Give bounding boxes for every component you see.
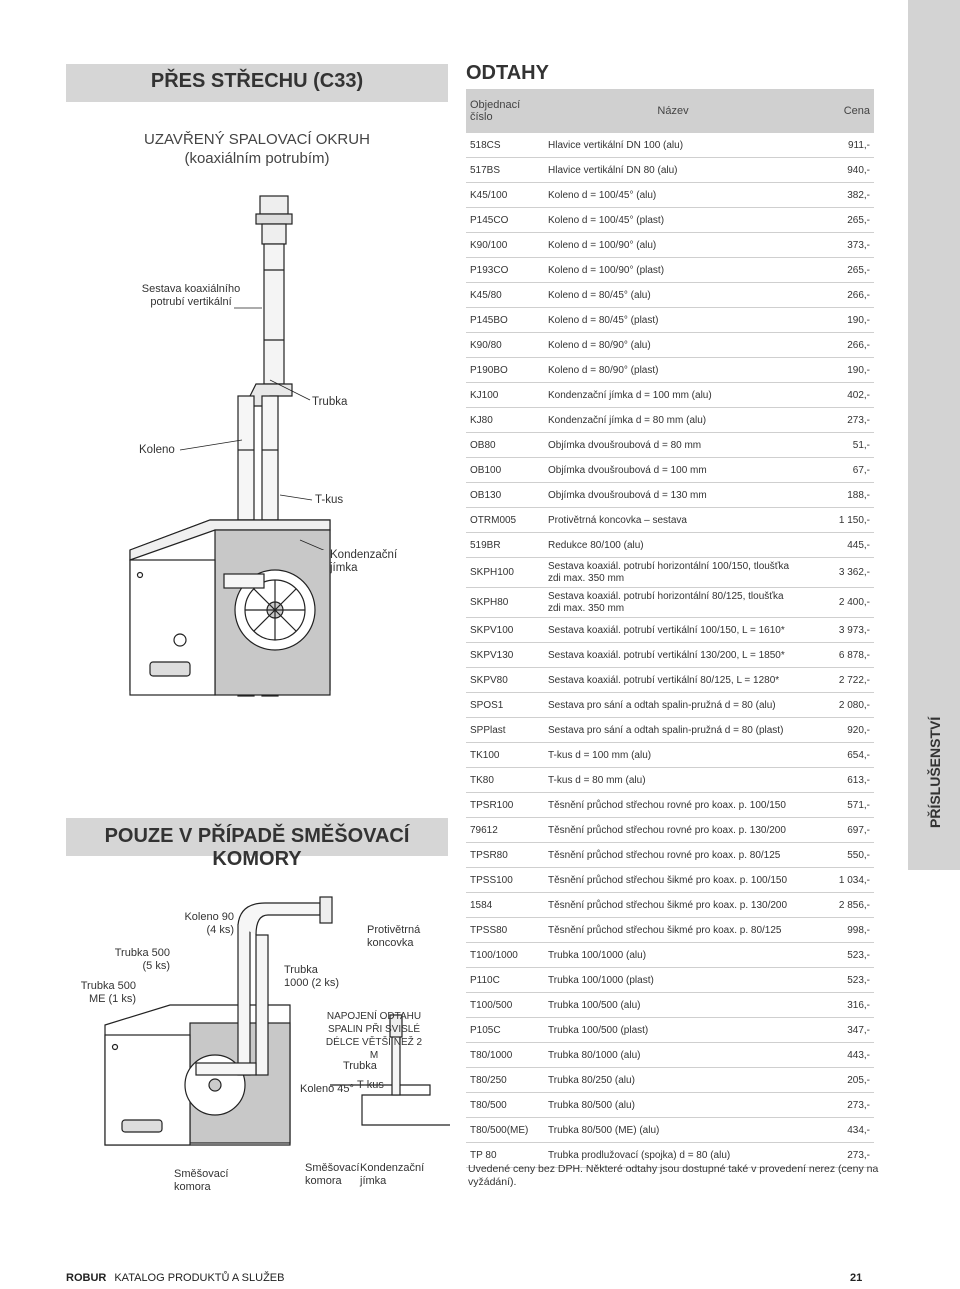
table-row: [466, 1118, 874, 1143]
table-row: [466, 408, 874, 433]
price-cell: 443,-: [802, 1043, 874, 1068]
price-cell: 3 362,-: [802, 558, 874, 588]
label-sestava: Sestava koaxiálního potrubí vertikální: [141, 283, 241, 308]
table-row: [466, 943, 874, 968]
side-tab-label: [916, 700, 952, 830]
order-number-cell: 79612: [466, 818, 544, 843]
table-row: [466, 868, 874, 893]
order-number-cell: OB130: [466, 483, 544, 508]
name-cell: Trubka 80/500 (alu): [544, 1093, 802, 1118]
label-smesovaci-2: Směšovací komora: [305, 1162, 360, 1187]
price-cell: 523,-: [802, 968, 874, 993]
price-cell: 347,-: [802, 1018, 874, 1043]
price-cell: 266,-: [802, 333, 874, 358]
order-number-cell: P110C: [466, 968, 544, 993]
price-cell: 1 150,-: [802, 508, 874, 533]
price-cell: 273,-: [802, 408, 874, 433]
name-cell: Koleno d = 100/90° (plast): [544, 258, 802, 283]
table-row: [466, 588, 874, 618]
table-row: [466, 968, 874, 993]
price-cell: 2 722,-: [802, 668, 874, 693]
label-trubka: Trubka: [312, 396, 348, 408]
table-row: [466, 383, 874, 408]
order-number-cell: TPSS100: [466, 868, 544, 893]
name-cell: Koleno d = 100/45° (alu): [544, 183, 802, 208]
price-cell: 911,-: [802, 133, 874, 158]
order-number-cell: 518CS: [466, 133, 544, 158]
price-cell: 920,-: [802, 718, 874, 743]
table-row: [466, 643, 874, 668]
name-cell: Koleno d = 80/90° (plast): [544, 358, 802, 383]
name-cell: Trubka 80/500 (ME) (alu): [544, 1118, 802, 1143]
price-cell: 613,-: [802, 768, 874, 793]
name-cell: Sestava pro sání a odtah spalin-pružná d = 80 (plast): [544, 718, 802, 743]
order-number-cell: TPSR80: [466, 843, 544, 868]
name-cell: Těsnění průchod střechou rovné pro koax. p. 130/200: [544, 818, 802, 843]
label-trubka1000: Trubka 1000 (2 ks): [284, 964, 340, 989]
order-number-cell: OB100: [466, 458, 544, 483]
price-cell: 190,-: [802, 358, 874, 383]
order-number-cell: K45/80: [466, 283, 544, 308]
price-cell: 550,-: [802, 843, 874, 868]
name-cell: Sestava koaxiál. potrubí vertikální 100/150, L = 1610*: [544, 618, 802, 643]
table-row: [466, 308, 874, 333]
order-number-cell: SPOS1: [466, 693, 544, 718]
order-number-cell: 517BS: [466, 158, 544, 183]
order-number-cell: SKPV100: [466, 618, 544, 643]
order-number-cell: SKPH100: [466, 558, 544, 588]
name-cell: T-kus d = 80 mm (alu): [544, 768, 802, 793]
table-row: [466, 258, 874, 283]
price-cell: 51,-: [802, 433, 874, 458]
price-cell: 382,-: [802, 183, 874, 208]
name-cell: Sestava koaxiál. potrubí vertikální 80/125, L = 1280*: [544, 668, 802, 693]
price-cell: 273,-: [802, 1093, 874, 1118]
table-title: ODTAHY: [466, 62, 549, 84]
order-number-cell: SPPlast: [466, 718, 544, 743]
table-row: [466, 1043, 874, 1068]
label-koleno45: Koleno 45°: [300, 1083, 354, 1095]
table-row: [466, 533, 874, 558]
price-cell: 1 034,-: [802, 868, 874, 893]
order-number-cell: P193CO: [466, 258, 544, 283]
label-leader-lines: [130, 290, 350, 550]
table-row: [466, 208, 874, 233]
price-cell: 434,-: [802, 1118, 874, 1143]
order-number-cell: TPSR100: [466, 793, 544, 818]
price-cell: 190,-: [802, 308, 874, 333]
price-cell: 6 878,-: [802, 643, 874, 668]
name-cell: Trubka 100/500 (plast): [544, 1018, 802, 1043]
section-subtitle: [66, 130, 448, 168]
order-number-cell: K90/100: [466, 233, 544, 258]
table-row: [466, 333, 874, 358]
table-row: [466, 133, 874, 158]
price-cell: 697,-: [802, 818, 874, 843]
name-cell: Objímka dvoušroubová d = 100 mm: [544, 458, 802, 483]
label-smesovaci-1: Směšovací komora: [174, 1168, 229, 1193]
name-cell: Objímka dvoušroubová d = 130 mm: [544, 483, 802, 508]
price-cell: 373,-: [802, 233, 874, 258]
order-number-cell: TK100: [466, 743, 544, 768]
table-row: [466, 283, 874, 308]
name-cell: Trubka prodlužovací (spojka) d = 80 (alu): [544, 1143, 802, 1168]
table-row: [466, 483, 874, 508]
table-row: [466, 158, 874, 183]
price-cell: 205,-: [802, 1068, 874, 1093]
section-heading-2: POUZE V PŘÍPADĚ SMĚŠOVACÍ KOMORY: [104, 825, 410, 870]
price-cell: 571,-: [802, 793, 874, 818]
order-number-cell: T80/250: [466, 1068, 544, 1093]
order-number-cell: KJ100: [466, 383, 544, 408]
table-row: [466, 433, 874, 458]
heading-band: [66, 64, 448, 102]
table-row: [466, 1018, 874, 1043]
table-row: [466, 843, 874, 868]
table-row: [466, 1093, 874, 1118]
order-number-cell: OB80: [466, 433, 544, 458]
price-cell: 3 973,-: [802, 618, 874, 643]
table-row: [466, 918, 874, 943]
price-cell: 67,-: [802, 458, 874, 483]
table-row: [466, 668, 874, 693]
table-row: [466, 618, 874, 643]
price-cell: 940,-: [802, 158, 874, 183]
price-cell: 523,-: [802, 943, 874, 968]
col-header-order: Objednací číslo: [466, 89, 544, 133]
name-cell: Koleno d = 100/45° (plast): [544, 208, 802, 233]
order-number-cell: P190BO: [466, 358, 544, 383]
col-header-name: Název: [544, 89, 802, 133]
price-cell: 445,-: [802, 533, 874, 558]
col-header-price: Cena: [802, 89, 874, 133]
name-cell: Protivětrná koncovka – sestava: [544, 508, 802, 533]
order-number-cell: TP 80: [466, 1143, 544, 1168]
price-cell: 2 080,-: [802, 693, 874, 718]
name-cell: Trubka 100/500 (alu): [544, 993, 802, 1018]
order-number-cell: T80/1000: [466, 1043, 544, 1068]
price-cell: 2 400,-: [802, 588, 874, 618]
section-heading: PŘES STŘECHU (C33): [150, 70, 364, 92]
table-row: [466, 743, 874, 768]
name-cell: Trubka 80/250 (alu): [544, 1068, 802, 1093]
name-cell: Těsnění průchod střechou rovné pro koax. p. 100/150: [544, 793, 802, 818]
order-number-cell: T80/500(ME): [466, 1118, 544, 1143]
price-cell: 998,-: [802, 918, 874, 943]
label-tkus-2: T-kus: [357, 1079, 384, 1091]
order-number-cell: T80/500: [466, 1093, 544, 1118]
name-cell: Sestava koaxiál. potrubí horizontální 100/150, tloušťka zdi max. 350 mm: [544, 558, 802, 588]
table-row: [466, 793, 874, 818]
order-number-cell: T100/500: [466, 993, 544, 1018]
name-cell: Trubka 100/1000 (plast): [544, 968, 802, 993]
label-trubka500me: Trubka 500 ME (1 ks): [80, 980, 136, 1005]
order-number-cell: TK80: [466, 768, 544, 793]
table-row: [466, 558, 874, 588]
price-cell: 188,-: [802, 483, 874, 508]
order-number-cell: 519BR: [466, 533, 544, 558]
price-table: [466, 89, 874, 1168]
price-cell: 2 856,-: [802, 893, 874, 918]
order-number-cell: P145BO: [466, 308, 544, 333]
label-trubka500: Trubka 500 (5 ks): [114, 947, 170, 972]
order-number-cell: K45/100: [466, 183, 544, 208]
name-cell: Sestava pro sání a odtah spalin-pružná d = 80 (alu): [544, 693, 802, 718]
name-cell: Sestava koaxiál. potrubí horizontální 80/125, tloušťka zdi max. 350 mm: [544, 588, 802, 618]
table-row: [466, 818, 874, 843]
name-cell: Těsnění průchod střechou šikmé pro koax. p. 80/125: [544, 918, 802, 943]
order-number-cell: P145CO: [466, 208, 544, 233]
table-row: [466, 718, 874, 743]
name-cell: T-kus d = 100 mm (alu): [544, 743, 802, 768]
table-row: [466, 768, 874, 793]
name-cell: Těsnění průchod střechou šikmé pro koax. p. 130/200: [544, 893, 802, 918]
subtitle-line-1: UZAVŘENÝ SPALOVACÍ OKRUH: [144, 131, 370, 148]
label-trubka-2: Trubka: [343, 1060, 377, 1072]
name-cell: Těsnění průchod střechou rovné pro koax. p. 80/125: [544, 843, 802, 868]
order-number-cell: OTRM005: [466, 508, 544, 533]
heading-band-2: [66, 818, 448, 870]
subtitle-line-2: (koaxiálním potrubím): [184, 150, 330, 167]
table-row: [466, 893, 874, 918]
page-number: 21: [850, 1272, 863, 1284]
name-cell: Hlavice vertikální DN 100 (alu): [544, 133, 802, 158]
price-cell: 265,-: [802, 208, 874, 233]
name-cell: Trubka 80/1000 (alu): [544, 1043, 802, 1068]
label-tkus: T-kus: [315, 494, 344, 506]
name-cell: Koleno d = 80/45° (alu): [544, 283, 802, 308]
price-cell: 316,-: [802, 993, 874, 1018]
footer: [66, 1272, 284, 1284]
name-cell: Redukce 80/100 (alu): [544, 533, 802, 558]
table-row: [466, 233, 874, 258]
table-row: [466, 183, 874, 208]
order-number-cell: KJ80: [466, 408, 544, 433]
order-number-cell: SKPV130: [466, 643, 544, 668]
order-number-cell: P105C: [466, 1018, 544, 1043]
price-cell: 273,-: [802, 1143, 874, 1168]
order-number-cell: T100/1000: [466, 943, 544, 968]
name-cell: Sestava koaxiál. potrubí vertikální 130/200, L = 1850*: [544, 643, 802, 668]
label-napojeni: NAPOJENÍ ODTAHU SPALIN PŘI SVISLÉ DÉLCE VĚTŠÍ NEŽ 2 M: [325, 1011, 423, 1061]
footer-catalog: KATALOG PRODUKTŮ A SLUŽEB: [114, 1272, 285, 1284]
price-note: Uvedené ceny bez DPH. Některé odtahy jsou dostupné také v provedení nerez (ceny na vyžádání).: [468, 1163, 879, 1188]
name-cell: Objímka dvoušroubová d = 80 mm: [544, 433, 802, 458]
name-cell: Koleno d = 80/90° (alu): [544, 333, 802, 358]
table-row: [466, 1068, 874, 1093]
name-cell: Trubka 100/1000 (alu): [544, 943, 802, 968]
name-cell: Koleno d = 100/90° (alu): [544, 233, 802, 258]
order-number-cell: SKPV80: [466, 668, 544, 693]
table-row: [466, 358, 874, 383]
svg-text:PŘÍSLUŠENSTVÍ: PŘÍSLUŠENSTVÍ: [927, 716, 943, 828]
order-number-cell: TPSS80: [466, 918, 544, 943]
price-cell: 266,-: [802, 283, 874, 308]
name-cell: Hlavice vertikální DN 80 (alu): [544, 158, 802, 183]
name-cell: Kondenzační jímka d = 80 mm (alu): [544, 408, 802, 433]
table-row: [466, 693, 874, 718]
order-number-cell: SKPH80: [466, 588, 544, 618]
footer-brand: ROBUR: [66, 1272, 107, 1284]
label-kondenzacni: Kondenzační jímka: [330, 549, 398, 574]
price-cell: 402,-: [802, 383, 874, 408]
table-row: [466, 993, 874, 1018]
name-cell: Koleno d = 80/45° (plast): [544, 308, 802, 333]
order-number-cell: K90/80: [466, 333, 544, 358]
table-row: [466, 458, 874, 483]
order-number-cell: 1584: [466, 893, 544, 918]
name-cell: Těsnění průchod střechou šikmé pro koax. p. 100/150: [544, 868, 802, 893]
price-cell: 654,-: [802, 743, 874, 768]
label-koleno: Koleno: [139, 444, 175, 456]
price-cell: 265,-: [802, 258, 874, 283]
label-koleno90: Koleno 90 (4 ks): [184, 911, 234, 936]
label-kondenzacni-2: Kondenzační jímka: [360, 1162, 425, 1187]
table-row: [466, 508, 874, 533]
name-cell: Kondenzační jímka d = 100 mm (alu): [544, 383, 802, 408]
label-protivetrna: Protivětrná koncovka: [367, 924, 421, 949]
